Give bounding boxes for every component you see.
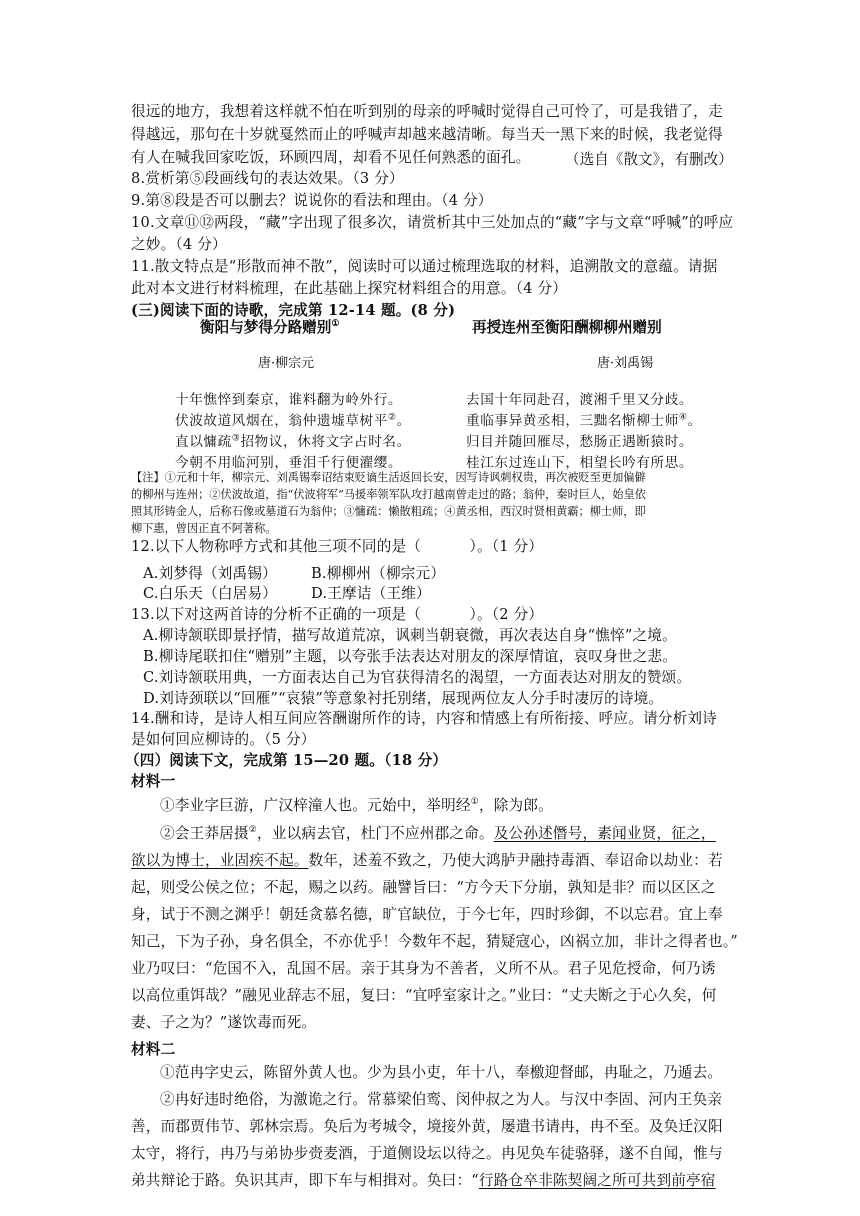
question-14-cont: 是如何回应柳诗的。（5 分） bbox=[131, 731, 316, 748]
poem-notes-line: 【注】①元和十年，柳宗元、刘禹锡奉诏结束贬谪生活返回长安，因写诗讽刺权贵，再次被贬至更加偏僻 bbox=[131, 471, 646, 484]
poem1-author: 唐·柳宗元 bbox=[258, 356, 315, 371]
material-1-line: 欲以为博士，业固疾不起。数年，述羞不致之，乃使大鸿胪尹融持毒酒、奉诏命以劫业：若 bbox=[131, 852, 723, 869]
q13-option-b: B.柳诗尾联扣住“赠别”主题，以夸张手法表达对朋友的深厚情谊，哀叹身世之悲。 bbox=[143, 648, 678, 665]
material-1-line: 起，则受公侯之位；不起，赐之以药。融譬旨曰：“方今天下分崩，孰知是非？而以区区之 bbox=[131, 879, 716, 896]
question-9: 9.第⑧段是否可以删去？说说你的看法和理由。（4 分） bbox=[131, 192, 493, 209]
material-1-line: 知己，下为子孙，身名俱全，不亦优乎！今数年不起，猜疑寇心，凶祸立加，非计之得者也。” bbox=[131, 933, 738, 950]
material-1-para: ②会王莽居摄②，业以病去官，杜门不应州郡之命。及公孙述僭号，素闻业贤，征之， bbox=[160, 825, 716, 842]
q13-option-c: C.刘诗颔联用典，一方面表达自己为官获得清名的渴望，一方面表达对朋友的赞颂。 bbox=[143, 669, 692, 686]
material-1-line: 妻、子之为？”遂饮毒而死。 bbox=[131, 1014, 317, 1031]
material-1-line: 以高位重饵哉？”融见业辞志不屈，复曰：“宜呼室家计之。”业曰：“丈夫断之于心久矣，何 bbox=[131, 987, 717, 1004]
material-1-label: 材料一 bbox=[131, 773, 176, 790]
poem2-line: 去国十年同赴召，渡湘千里又分歧。 bbox=[466, 392, 694, 408]
section-3-heading: (三)阅读下面的诗歌，完成第 12-14 题。(8 分) bbox=[131, 302, 456, 319]
material-2-line: 太守，将行，冉乃与弟协步赍麦酒，于道侧设坛以待之。冉见奂车徒骆驿，遂不自闻，惟与 bbox=[131, 1145, 723, 1162]
question-11: 11.散文特点是“形散而神不散”，阅读时可以通过梳理选取的材料，追溯散文的意蕴。请据 bbox=[131, 258, 718, 275]
question-13: 13.以下对这两首诗的分析不正确的一项是（ ）。（2 分） bbox=[131, 606, 544, 623]
poem2-line: 归目并随回雁尽，愁肠正遇断猿时。 bbox=[466, 434, 694, 450]
q12-option-c: C.白乐天（白居易） bbox=[143, 585, 278, 602]
poem-notes-line: 柳下惠，曾因正直不阿著称。 bbox=[131, 522, 277, 535]
material-1-para: ①李业字巨游，广汉梓潼人也。元始中，举明经①，除为郎。 bbox=[160, 797, 553, 814]
material-1-line: 身，试于不测之渊乎！朝廷贪慕名德，旷官缺位，于今七年，四时珍御，不以忘君。宜上奉 bbox=[131, 906, 723, 923]
question-8: 8.赏析第⑤段画线句的表达效果。（3 分） bbox=[131, 170, 404, 187]
material-2-line: 弟共辩论于路。奂识其声，即下车与相揖对。奂曰：“行路仓卒非陈契阔之所可共到前亭宿 bbox=[131, 1172, 716, 1189]
q12-option-a: A.刘梦得（刘禹锡） bbox=[143, 565, 277, 582]
q13-option-d: D.刘诗颈联以“回雁”“哀猿”等意象衬托别绪，展现两位友人分手时凄厉的诗境。 bbox=[143, 690, 664, 707]
section-4-heading: （四）阅读下文，完成第 15—20 题。（18 分） bbox=[125, 752, 448, 769]
q13-option-a: A.柳诗颔联即景抒情，描写故道荒凉，讽刺当朝衰微，再次表达自身“憔悴”之境。 bbox=[143, 627, 677, 644]
poem1-line: 十年憔悴到秦京，谁料翻为岭外行。 bbox=[175, 392, 403, 408]
question-11-cont: 此对本文进行材料梳理，在此基础上探究材料组合的用意。（4 分） bbox=[131, 280, 568, 297]
poem-notes-line: 的柳州与连州；②伏波故道，指“伏波将军”马援率领军队攻打越南曾走过的路；翁仲，秦时巨人，始皇依 bbox=[131, 488, 646, 501]
passage-line: 有人在喊我回家吃饭，环顾四周，却看不见任何熟悉的面孔。 bbox=[131, 149, 531, 166]
material-2-label: 材料二 bbox=[131, 1041, 176, 1058]
passage-line: 很远的地方，我想着这样就不怕在听到别的母亲的呼喊时觉得自己可怜了，可是我错了，走 bbox=[131, 103, 723, 120]
q12-option-b: B.柳柳州（柳宗元） bbox=[311, 565, 446, 582]
poem2-line: 桂江东过连山下，相望长吟有所思。 bbox=[466, 455, 694, 471]
material-2-para: ②冉好违时绝俗，为激诡之行。常慕梁伯鸾、闵仲叔之为人。与汉中李固、河内王奂亲 bbox=[160, 1091, 723, 1108]
material-1-line: 业乃叹曰：“危国不入，乱国不居。亲于其身为不善者，义所不从。君子见危授命，何乃诱 bbox=[131, 960, 716, 977]
poem-notes-line: 照其形铸金人，后称石像或墓道石为翁仲；③慵疏：懒散粗疏；④黄丞相，西汉时贤相黄霸；柳士师，即 bbox=[131, 505, 646, 518]
question-14: 14.酬和诗，是诗人相互间应答酬谢所作的诗，内容和情感上有所衔接、呼应。请分析刘诗 bbox=[131, 710, 717, 727]
question-12: 12.以下人物称呼方式和其他三项不同的是（ ）。（1 分） bbox=[131, 538, 544, 555]
question-10: 10.文章⑪⑫两段，“藏”字出现了很多次，请赏析其中三处加点的“藏”字与文章“呼喊”的呼应 bbox=[131, 214, 734, 231]
poem1-line: 伏波故道风烟在，翁仲遗墟草树平②。 bbox=[175, 412, 411, 429]
poem1-line: 今朝不用临河别，垂泪千行便濯缨。 bbox=[175, 455, 403, 471]
poem1-line: 直以慵疏③招物议，休将文字占时名。 bbox=[175, 433, 411, 450]
passage-line: 得越远，那句在十岁就戛然而止的呼喊声却越来越清晰。每当天一黑下来的时候，我老觉得 bbox=[131, 126, 723, 143]
poem2-line: 重临事异黄丞相，三黜名惭柳士师④。 bbox=[466, 412, 702, 429]
passage-source: （选自《散文》，有删改） bbox=[565, 151, 733, 168]
q12-option-d: D.王摩诘（王维） bbox=[311, 585, 431, 602]
poem2-title: 再授连州至衡阳酬柳柳州赠别 bbox=[472, 319, 662, 336]
poem2-author: 唐·刘禹锡 bbox=[597, 356, 654, 371]
material-2-para: ①范冉字史云，陈留外黄人也。少为县小吏，年十八，奉檄迎督邮，冉耻之，乃遁去。 bbox=[160, 1064, 723, 1081]
question-10-cont: 之妙。（4 分） bbox=[131, 236, 227, 253]
poem1-title: 衡阳与梦得分路赠别① bbox=[200, 319, 340, 336]
material-2-line: 善，而郡贾伟节、郭林宗焉。奂后为考城令，境接外黄，屡遣书请冉，冉不至。及奂迁汉阳 bbox=[131, 1118, 723, 1135]
